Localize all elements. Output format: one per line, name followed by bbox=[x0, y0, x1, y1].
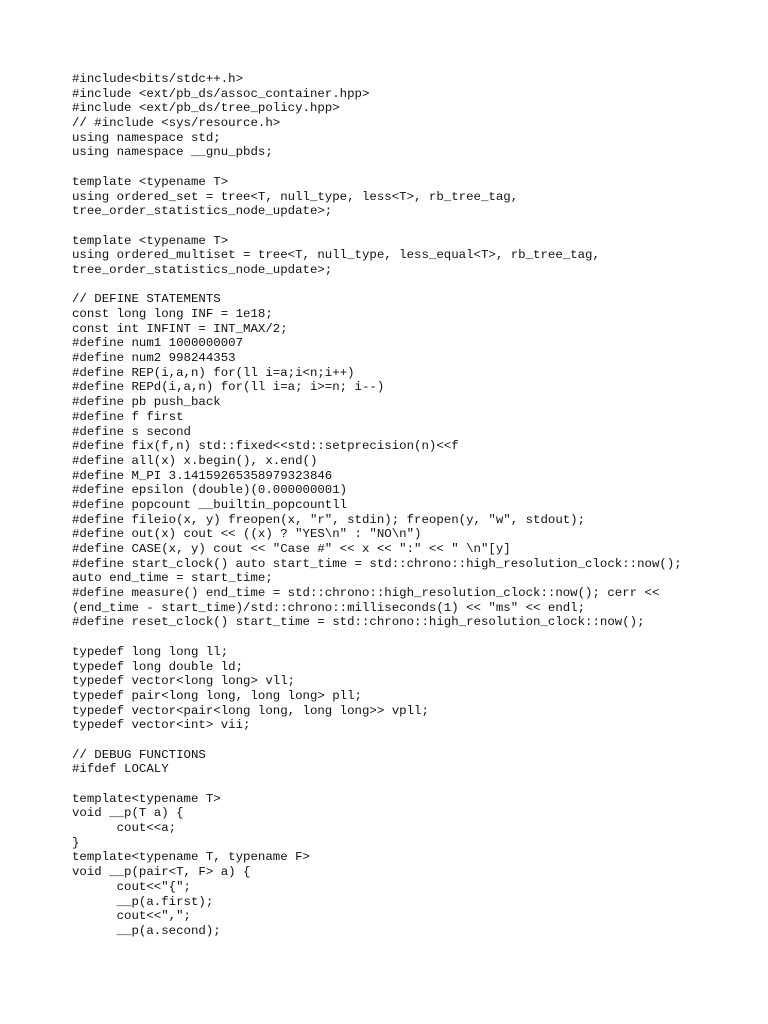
code-line: cout<<","; bbox=[72, 909, 191, 924]
code-line: #include <ext/pb_ds/assoc_container.hpp> bbox=[72, 86, 370, 101]
code-line: #define start_clock() auto start_time = std::chrono::high_resolution_clock::now(); bbox=[72, 556, 682, 571]
code-line: #define out(x) cout << ((x) ? "YES\n" : "NO\n") bbox=[72, 527, 422, 542]
code-line: #ifdef LOCALY bbox=[72, 762, 169, 777]
code-line: typedef vector<pair<long long, long long>> vpll; bbox=[72, 703, 429, 718]
code-line bbox=[72, 733, 752, 748]
code-line: #define REP(i,a,n) for(ll i=a;i<n;i++) bbox=[72, 365, 355, 380]
code-line: #define num1 1000000007 bbox=[72, 336, 244, 351]
code-line: typedef long long ll; bbox=[72, 644, 229, 659]
code-line: typedef vector<int> vii; bbox=[72, 718, 251, 733]
code-line: void __p(pair<T, F> a) { bbox=[72, 865, 251, 880]
code-line: } bbox=[72, 835, 80, 850]
code-line: template<typename T, typename F> bbox=[72, 850, 310, 865]
code-line bbox=[72, 219, 752, 234]
code-line bbox=[72, 630, 752, 645]
code-line: #define fileio(x, y) freopen(x, "r", stdin); freopen(y, "w", stdout); bbox=[72, 512, 586, 527]
code-line: tree_order_statistics_node_update>; bbox=[72, 262, 333, 277]
code-line: // DEBUG FUNCTIONS bbox=[72, 747, 206, 762]
code-line: typedef pair<long long, long long> pll; bbox=[72, 688, 362, 703]
code-line: #define REPd(i,a,n) for(ll i=a; i>=n; i--) bbox=[72, 380, 385, 395]
code-line: const int INFINT = INT_MAX/2; bbox=[72, 321, 288, 336]
code-line: #define num2 998244353 bbox=[72, 351, 236, 366]
code-line: #include<bits/stdc++.h> bbox=[72, 72, 244, 86]
code-line: // DEFINE STATEMENTS bbox=[72, 292, 221, 307]
code-line: typedef long double ld; bbox=[72, 659, 244, 674]
code-line bbox=[72, 278, 752, 293]
code-line: #define f first bbox=[72, 409, 184, 424]
code-line: #define M_PI 3.14159265358979323846 bbox=[72, 468, 333, 483]
code-line: const long long INF = 1e18; bbox=[72, 307, 273, 321]
code-line: tree_order_statistics_node_update>; bbox=[72, 204, 333, 219]
code-line: __p(a.second); bbox=[72, 923, 221, 938]
code-line: typedef vector<long long> vll; bbox=[72, 674, 296, 689]
code-line: #include <ext/pb_ds/tree_policy.hpp> bbox=[72, 101, 340, 116]
code-line: (end_time - start_time)/std::chrono::milliseconds(1) << "ms" << endl; bbox=[72, 600, 586, 615]
code-line: cout<<a; bbox=[72, 821, 177, 836]
code-line: template <typename T> bbox=[72, 174, 229, 189]
code-line: #define epsilon (double)(0.000000001) bbox=[72, 483, 348, 498]
code-line bbox=[72, 160, 752, 175]
code-line: #define CASE(x, y) cout << "Case #" << x << ":" << " \n"[y] bbox=[72, 542, 511, 556]
code-line: auto end_time = start_time; bbox=[72, 571, 273, 586]
code-listing bbox=[72, 72, 752, 939]
code-line: using ordered_set = tree<T, null_type, less<T>, rb_tree_tag, bbox=[72, 189, 519, 204]
code-line: template<typename T> bbox=[72, 791, 221, 806]
code-line: using ordered_multiset = tree<T, null_type, less_equal<T>, rb_tree_tag, bbox=[72, 248, 600, 263]
code-line: #define popcount __builtin_popcountll bbox=[72, 497, 348, 512]
code-line: template <typename T> bbox=[72, 233, 229, 248]
code-line: #define s second bbox=[72, 424, 191, 439]
code-line: cout<<"{"; bbox=[72, 879, 191, 894]
code-line: // #include <sys/resource.h> bbox=[72, 116, 281, 131]
code-line: #define fix(f,n) std::fixed<<std::setprecision(n)<<f bbox=[72, 439, 459, 454]
code-line bbox=[72, 777, 752, 792]
code-line: #define measure() end_time = std::chrono::high_resolution_clock::now(); cerr << bbox=[72, 586, 660, 601]
code-line: #define all(x) x.begin(), x.end() bbox=[72, 453, 318, 468]
code-line: using namespace __gnu_pbds; bbox=[72, 145, 273, 160]
code-line: void __p(T a) { bbox=[72, 806, 184, 821]
code-line: using namespace std; bbox=[72, 130, 221, 145]
code-line: __p(a.first); bbox=[72, 894, 214, 909]
code-line: #define reset_clock() start_time = std::chrono::high_resolution_clock::now(); bbox=[72, 615, 645, 630]
code-line: #define pb push_back bbox=[72, 395, 221, 410]
